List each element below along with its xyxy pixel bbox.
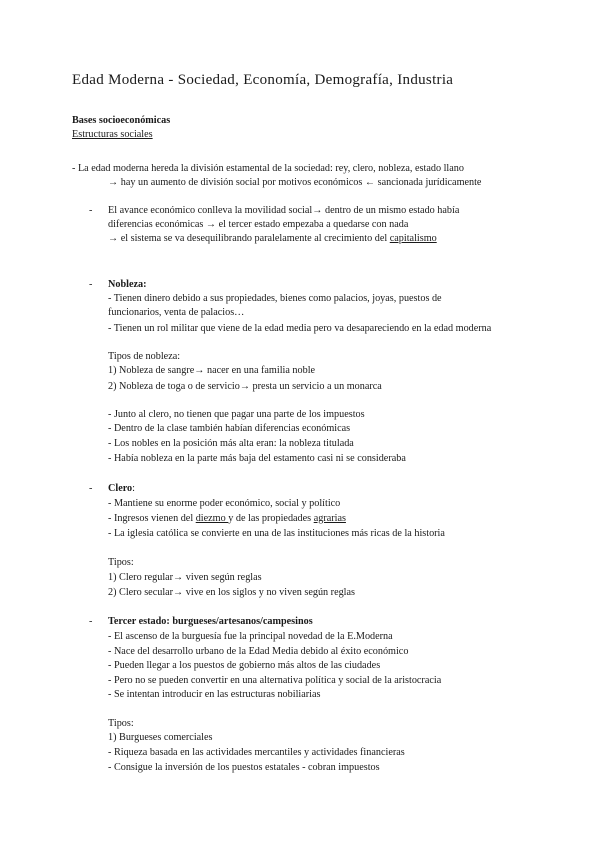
- clero-bullet: -: [89, 483, 93, 494]
- nobleza-tipo: 1) Nobleza de sangre→ nacer en una familia noble: [108, 365, 316, 376]
- nobleza-bullet: -: [89, 279, 93, 290]
- clero-tipo: 2) Clero secular→ vive en los siglos y no viven según reglas: [108, 587, 355, 598]
- tercer-item: - Pueden llegar a los puestos de gobierno más altos de las ciudades: [108, 660, 381, 671]
- tercer-heading: Tercer estado: burgueses/artesanos/campesinos: [108, 616, 313, 627]
- avance-line-3: [108, 232, 437, 246]
- nobleza-tipo: 2) Nobleza de toga o de servicio→ presta un servicio a un monarca: [108, 381, 382, 392]
- clero-line-2: [108, 512, 346, 526]
- avance-line-3-text: → el sistema se va desequilibrando paralelamente al crecimiento del: [108, 233, 390, 244]
- document-title: Edad Moderna - Sociedad, Economía, Demografía, Industria: [72, 72, 454, 88]
- nobleza-note: - Los nobles en la posición más alta eran: la nobleza titulada: [108, 438, 354, 449]
- nobleza-note: - Había nobleza en la parte más baja del estamento casi ni se consideraba: [108, 453, 406, 464]
- clero-line-3: - La iglesia católica se convierte en una de las instituciones más ricas de la historia: [108, 528, 445, 539]
- section-heading: Bases socioeconómicas: [72, 115, 171, 126]
- tercer-tipos-label: Tipos:: [108, 718, 134, 729]
- tercer-item: - Pero no se pueden convertir en una alternativa política y social de la aristocracia: [108, 675, 442, 686]
- nobleza-item: - Tienen dinero debido a sus propiedades, bienes como palacios, joyas, puestos de: [108, 293, 442, 304]
- clero-heading-colon: :: [132, 483, 135, 494]
- tercer-item: - Se intentan introducir en las estructuras nobiliarias: [108, 689, 321, 700]
- avance-line-1: El avance económico conlleva la movilidad social→ dentro de un mismo estado había: [108, 205, 460, 216]
- clero-tipo: 1) Clero regular→ viven según reglas: [108, 572, 262, 583]
- intro-line-1: - La edad moderna hereda la división estamental de la sociedad: rey, clero, nobleza, estado llano: [72, 163, 464, 174]
- tercer-tipo: 1) Burgueses comerciales: [108, 732, 213, 743]
- nobleza-note: - Junto al clero, no tienen que pagar una parte de los impuestos: [108, 409, 365, 420]
- agrarias-link: agrarias: [313, 513, 346, 524]
- clero-line-1: - Mantiene su enorme poder económico, social y político: [108, 498, 341, 509]
- clero-line-2-b: y de las propiedades: [228, 513, 314, 524]
- tercer-tipo: - Riqueza basada en las actividades mercantiles y actividades financieras: [108, 747, 405, 758]
- section-subheading: Estructuras sociales: [72, 129, 153, 140]
- tercer-tipo: - Consigue la inversión de los puestos estatales - cobran impuestos: [108, 762, 380, 773]
- clero-line-2-a: - Ingresos vienen del: [108, 513, 196, 524]
- tercer-item: - Nace del desarrollo urbano de la Edad Media debido al éxito económico: [108, 646, 409, 657]
- clero-heading: Clero: [108, 483, 133, 494]
- clero-tipos-label: Tipos:: [108, 557, 134, 568]
- nobleza-item: - Tienen un rol militar que viene de la edad media pero va desapareciendo en la edad moderna: [108, 323, 492, 334]
- diezmo-link: diezmo: [195, 513, 229, 524]
- capitalismo-link: capitalismo: [389, 233, 437, 244]
- avance-bullet: -: [89, 205, 93, 216]
- intro-line-2: → hay un aumento de división social por motivos económicos ← sancionada jurídicamente: [108, 177, 482, 188]
- tercer-bullet: -: [89, 616, 93, 627]
- avance-line-2: diferencias económicas → el tercer estado empezaba a quedarse con nada: [108, 219, 409, 230]
- clero-heading-line: [108, 482, 135, 496]
- tercer-item: - El ascenso de la burguesía fue la principal novedad de la E.Moderna: [108, 631, 393, 642]
- nobleza-note: - Dentro de la clase también habían diferencias económicas: [108, 423, 351, 434]
- nobleza-tipos-label: Tipos de nobleza:: [108, 351, 181, 362]
- nobleza-item: funcionarios, venta de palacios…: [108, 307, 245, 318]
- nobleza-heading: Nobleza:: [108, 279, 147, 290]
